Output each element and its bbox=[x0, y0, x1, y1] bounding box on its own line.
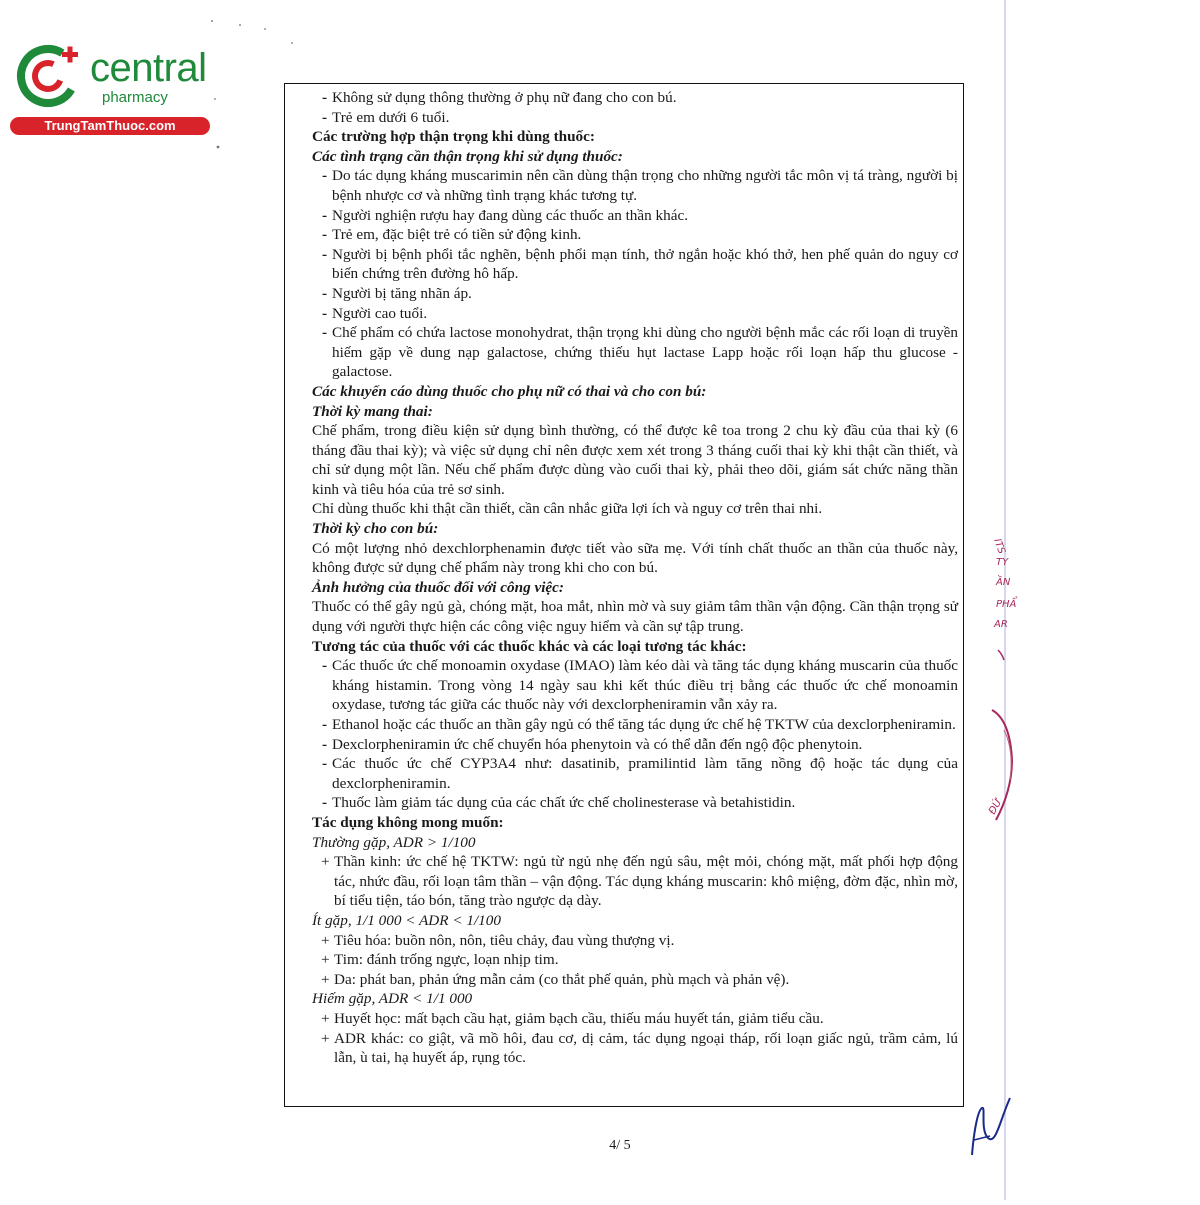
paragraph: Chế phẩm, trong điều kiện sử dụng bình thường, có thể được kê toa trong 2 chu kỳ đầu của thai kỳ (6 tháng đầu thai kỳ); và việc sử dụng chỉ nên được xem xét trong 3 tháng cuối thai kỳ khi thật cần thiết, và chỉ sử dụng một lần. Nếu chế phẩm được dùng vào cuối thai kỳ, phải theo dõi, giám sát chức năng thần kinh và tiêu hóa của trẻ sơ sinh. bbox=[312, 422, 958, 498]
signature bbox=[960, 1090, 1020, 1160]
adverse-effect-item: + Da: phát ban, phản ứng mẫn cảm (co thắt phế quản, phù mạch và phản vệ). bbox=[312, 970, 958, 990]
subsection-heading: Các tình trạng cần thận trọng khi sử dụng thuốc: bbox=[312, 147, 623, 165]
frequency-heading: Ít gặp, 1/1 000 < ADR < 1/100 bbox=[312, 911, 501, 929]
stamp-text: AR bbox=[994, 619, 1008, 630]
frequency-heading: Thường gặp, ADR > 1/100 bbox=[312, 833, 476, 851]
section-heading: Các trường hợp thận trọng khi dùng thuốc: bbox=[312, 128, 595, 146]
stamp-text: PHẨ bbox=[996, 599, 1017, 610]
adverse-effect-item: + Thần kinh: ức chế hệ TKTW: ngủ từ ngủ nhẹ đến ngủ sâu, mệt mỏi, chóng mặt, mất phối hợp động tác, nhức đầu, rối loạn tâm thần – vận động. Tác dụng kháng muscarin: khô miệng, đờm đặc, nhìn mờ, bí tiểu tiện, táo bón, tăng trào ngược dạ dày. bbox=[312, 852, 958, 911]
caution-item: - Người bị bệnh phổi tắc nghẽn, bệnh phổi mạn tính, thở ngắn hoặc khó thở, hen phế quản do nguy cơ biến chứng trên đường hô hấp. bbox=[312, 245, 958, 284]
brand-url[interactable]: TrungTamThuoc.com bbox=[10, 117, 210, 135]
caution-item: - Do tác dụng kháng muscarimin nên cần dùng thận trọng cho những người tắc môn vị tá tràng, người bị bệnh nhược cơ và những tình trạng khác tương tự. bbox=[312, 166, 958, 205]
paragraph: Chỉ dùng thuốc khi thật cần thiết, cần cân nhắc giữa lợi ích và nguy cơ trên thai nhi. bbox=[312, 500, 823, 518]
adverse-effect-item: + Tiêu hóa: buồn nôn, nôn, tiêu chảy, đau vùng thượng vị. bbox=[312, 931, 958, 951]
caution-item: - Chế phẩm có chứa lactose monohydrat, thận trọng khi dùng cho người bệnh mắc các rối loạn di truyền hiếm gặp về dung nạp galactose, chứng thiếu hụt lactase Lapp hoặc rối loạn hấp thu glucose - galactose. bbox=[312, 323, 958, 382]
subsection-heading: Các khuyến cáo dùng thuốc cho phụ nữ có thai và cho con bú: bbox=[312, 382, 707, 400]
subsection-heading: Ảnh hưởng của thuốc đối với công việc: bbox=[312, 578, 564, 596]
contraindication-item: - Không sử dụng thông thường ở phụ nữ đang cho con bú. bbox=[312, 88, 958, 108]
caution-item: - Người bị tăng nhãn áp. bbox=[312, 284, 958, 304]
page-number: 4/ 5 bbox=[609, 1138, 631, 1153]
interaction-item: - Thuốc làm giảm tác dụng của các chất ức chế cholinesterase và betahistidin. bbox=[312, 793, 958, 813]
contraindication-item: - Trẻ em dưới 6 tuổi. bbox=[312, 108, 958, 128]
brand-logo[interactable] bbox=[10, 38, 222, 138]
paragraph: Có một lượng nhỏ dexchlorphenamin được tiết vào sữa mẹ. Với tính chất thuốc an thần của thuốc này, không được sử dụng chế phẩm này trong khi cho con bú. bbox=[312, 539, 958, 577]
stamp-text: TY bbox=[996, 557, 1009, 568]
brand-name: central bbox=[90, 46, 207, 90]
stamp-text: ITS bbox=[991, 537, 1007, 556]
interaction-item: - Các thuốc ức chế CYP3A4 như: dasatinib, pramilintid làm tăng nồng độ hoặc tác dụng của dexclorpheniramin. bbox=[312, 754, 958, 793]
interaction-item: - Dexclorpheniramin ức chế chuyển hóa phenytoin và có thể dẫn đến ngộ độc phenytoin. bbox=[312, 735, 958, 755]
company-stamp-edge bbox=[984, 510, 1024, 830]
interaction-item: - Ethanol hoặc các thuốc an thần gây ngủ có thể tăng tác dụng ức chế hệ TKTW của dexclorpheniramin. bbox=[312, 715, 958, 735]
brand-tagline: pharmacy bbox=[102, 89, 168, 106]
central-pharmacy-logo-icon bbox=[10, 38, 88, 116]
subsection-heading: Thời kỳ mang thai: bbox=[312, 402, 433, 420]
adverse-effect-item: + Huyết học: mất bạch cầu hạt, giảm bạch cầu, thiếu máu huyết tán, giảm tiểu cầu. bbox=[312, 1009, 958, 1029]
subsection-heading: Thời kỳ cho con bú: bbox=[312, 520, 439, 538]
document-body bbox=[312, 88, 958, 1068]
adverse-effect-item: + ADR khác: co giật, vã mồ hôi, đau cơ, dị cảm, tác dụng ngoại tháp, rối loạn giấc ngủ, trầm cảm, lú lẫn, ù tai, hạ huyết áp, rụng tóc. bbox=[312, 1029, 958, 1068]
stamp-text: ĐỨ bbox=[987, 797, 1005, 817]
section-heading: Tương tác của thuốc với các thuốc khác và các loại tương tác khác: bbox=[312, 637, 747, 655]
caution-item: - Người cao tuổi. bbox=[312, 304, 958, 324]
caution-item: - Trẻ em, đặc biệt trẻ có tiền sử động kinh. bbox=[312, 225, 958, 245]
stamp-text: ẦN bbox=[996, 577, 1011, 588]
frequency-heading: Hiếm gặp, ADR < 1/1 000 bbox=[312, 990, 473, 1008]
section-heading: Tác dụng không mong muốn: bbox=[312, 813, 504, 831]
caution-item: - Người nghiện rượu hay đang dùng các thuốc an thần khác. bbox=[312, 206, 958, 226]
interaction-item: - Các thuốc ức chế monoamin oxydase (IMAO) làm kéo dài và tăng tác dụng kháng muscarin của thuốc kháng histamin. Trong vòng 14 ngày sau khi kết thúc điều trị bằng các thuốc ức chế monoamin oxydase, tương tác giữa các thuốc này với dexclorpheniramin vẫn xảy ra. bbox=[312, 656, 958, 715]
adverse-effect-item: + Tim: đánh trống ngực, loạn nhịp tim. bbox=[312, 950, 958, 970]
paragraph: Thuốc có thể gây ngủ gà, chóng mặt, hoa mắt, nhìn mờ và suy giảm tâm thần vận động. Cần thận trọng sử dụng với người thực hiện các công việc nguy hiểm và cần sự tập trung. bbox=[312, 598, 958, 636]
